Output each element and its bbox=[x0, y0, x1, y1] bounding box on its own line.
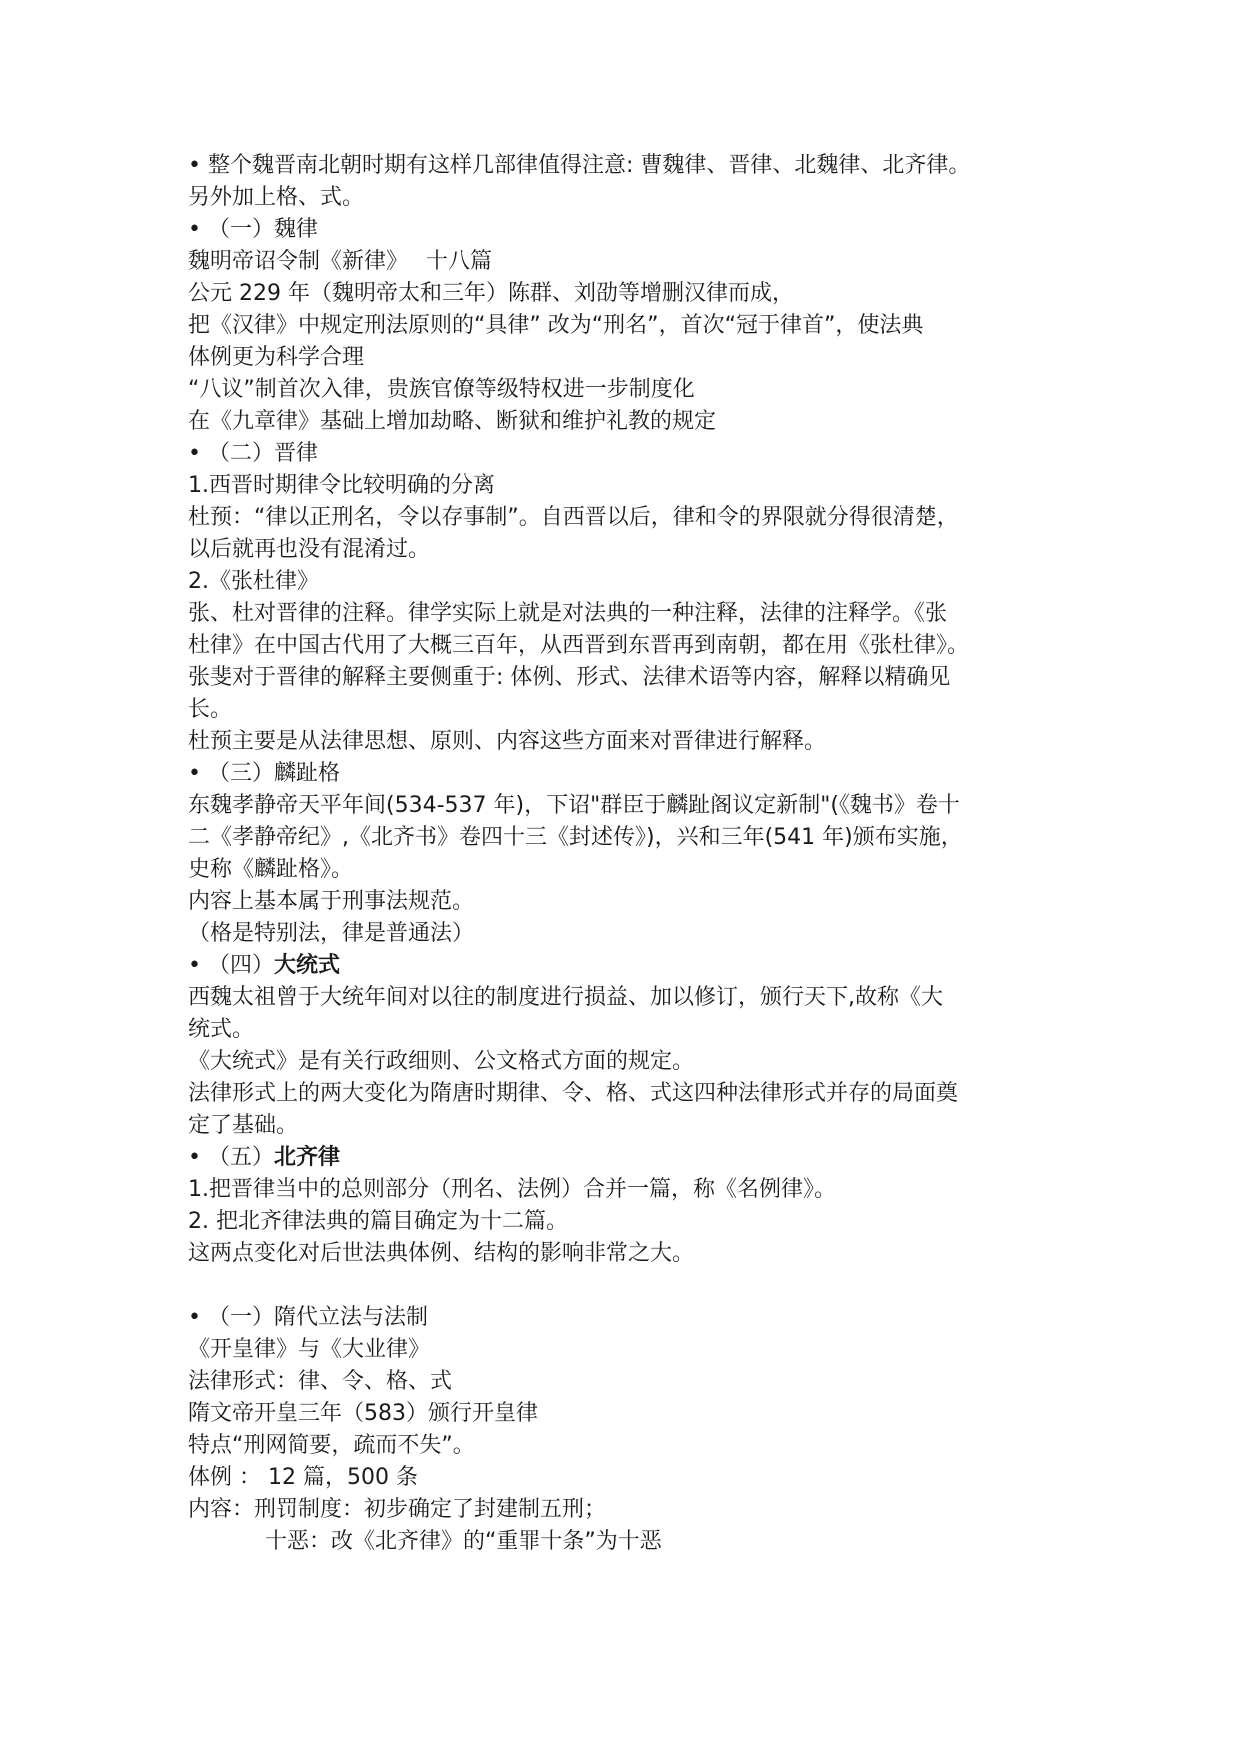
text-line: 体例更为科学合理 bbox=[188, 345, 365, 370]
text-line: 魏明帝诏令制《新律》 十八篇 bbox=[188, 249, 492, 274]
text-line: 史称《麟趾格》。 bbox=[188, 857, 354, 882]
text-line: 张斐对于晋律的解释主要侧重于: 体例、形式、法律术语等内容，解释以精确见 bbox=[188, 665, 951, 690]
section-heading: • （二）晋律 bbox=[188, 441, 318, 466]
section-heading bbox=[188, 1142, 1088, 1174]
section-heading: • （一）魏律 bbox=[188, 217, 318, 242]
section-prefix: • （五） bbox=[188, 1145, 274, 1170]
text-line: 内容：刑罚制度：初步确定了封建制五刑； bbox=[188, 1497, 607, 1522]
document-body bbox=[188, 150, 1088, 1558]
text-line: 把《汉律》中规定刑法原则的“具律” 改为“刑名”，首次“冠于律首”，使法典 bbox=[188, 313, 924, 338]
text-line: 2. 把北齐律法典的篇目确定为十二篇。 bbox=[188, 1209, 568, 1234]
text-line: 法律形式：律、令、格、式 bbox=[188, 1369, 453, 1394]
text-line: 长。 bbox=[188, 697, 233, 722]
text-line: （格是特别法，律是普通法） bbox=[188, 921, 475, 946]
text-line: 张、杜对晋律的注释。律学实际上就是对法典的一种注释，法律的注释学。《张 bbox=[188, 601, 948, 626]
text-line: 杜律》在中国古代用了大概三百年，从西晋到东晋再到南朝，都在用《张杜律》。 bbox=[188, 633, 970, 658]
text-line: 统式。 bbox=[188, 1017, 255, 1042]
section-heading bbox=[188, 950, 1088, 982]
text-line: 这两点变化对后世法典体例、结构的影响非常之大。 bbox=[188, 1241, 695, 1266]
text-line: 2.《张杜律》 bbox=[188, 569, 319, 594]
text-line: 以后就再也没有混淆过。 bbox=[188, 537, 431, 562]
text-line: 东魏孝静帝天平年间(534-537 年)，下诏"群臣于麟趾阁议定新制"(《魏书》卷十 bbox=[188, 793, 960, 818]
section-title-bold: 大统式 bbox=[273, 953, 340, 978]
text-line: 西魏太祖曾于大统年间对以往的制度进行损益、加以修订，颁行天下,故称《大 bbox=[188, 985, 943, 1010]
text-line: 公元 229 年（魏明帝太和三年）陈群、刘劭等增删汉律而成， bbox=[188, 281, 794, 306]
text-line: 杜预主要是从法律思想、原则、内容这些方面来对晋律进行解释。 bbox=[188, 729, 827, 754]
section-title-bold: 北齐律 bbox=[273, 1145, 340, 1170]
text-line: 法律形式上的两大变化为隋唐时期律、令、格、式这四种法律形式并存的局面奠 bbox=[188, 1081, 959, 1106]
text-line: 特点“刑网简要，疏而不失”。 bbox=[188, 1433, 475, 1458]
section-prefix: • （四） bbox=[188, 953, 274, 978]
text-line: 定了基础。 bbox=[188, 1113, 299, 1138]
blank-line bbox=[188, 1270, 1088, 1302]
text-line: 十恶：改《北齐律》的“重罪十条”为十恶 bbox=[265, 1529, 662, 1554]
text-line: 体例 ： 12 篇，500 条 bbox=[188, 1465, 418, 1490]
text-line: 《大统式》是有关行政细则、公文格式方面的规定。 bbox=[188, 1049, 695, 1074]
text-line: • 整个魏晋南北朝时期有这样几部律值得注意: 曹魏律、晋律、北魏律、北齐律。 bbox=[188, 153, 971, 178]
text-line: 《开皇律》与《大业律》 bbox=[188, 1337, 431, 1362]
text-line: 另外加上格、式。 bbox=[188, 185, 365, 210]
text-line: 内容上基本属于刑事法规范。 bbox=[188, 889, 475, 914]
text-line: 二《孝静帝纪》,《北齐书》卷四十三《封述传》)，兴和三年(541 年)颁布实施， bbox=[188, 825, 963, 850]
text-line: 隋文帝开皇三年（583）颁行开皇律 bbox=[188, 1401, 538, 1426]
text-line: 杜预：“律以正刑名，令以存事制”。自西晋以后，律和令的界限就分得很清楚， bbox=[188, 505, 959, 530]
text-line: “八议”制首次入律，贵族官僚等级特权进一步制度化 bbox=[188, 377, 695, 402]
text-line: 在《九章律》基础上增加劫略、断狱和维护礼教的规定 bbox=[188, 409, 717, 434]
text-line: 1.把晋律当中的总则部分（刑名、法例）合并一篇，称《名例律》。 bbox=[188, 1177, 836, 1202]
text-line: 1.西晋时期律令比较明确的分离 bbox=[188, 473, 495, 498]
section-heading: • （三）麟趾格 bbox=[188, 761, 340, 786]
section-heading: • （一）隋代立法与法制 bbox=[188, 1305, 428, 1330]
